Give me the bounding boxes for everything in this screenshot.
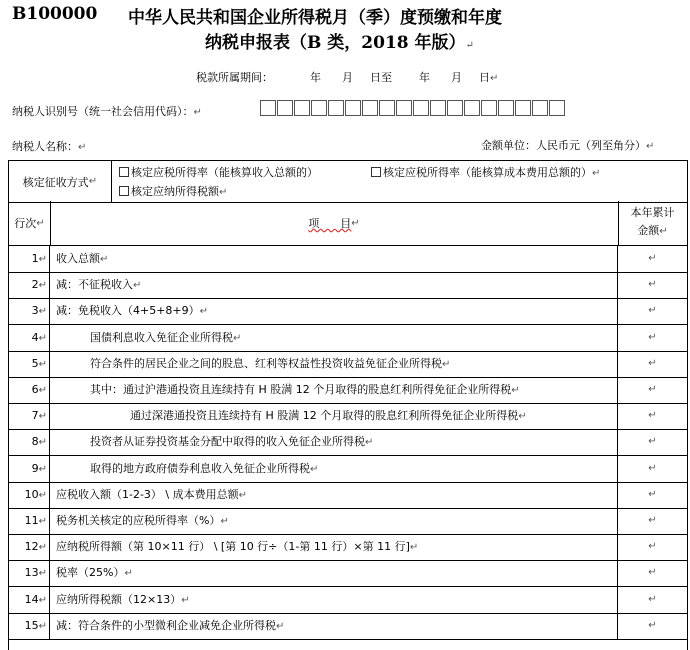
return-mark: ↵: [38, 594, 47, 606]
levy-option-income-text: 核定应税所得率（能核算收入总额的）: [131, 166, 318, 179]
taxpayer-id-digit-box[interactable]: [413, 100, 429, 116]
row-amount-cell[interactable]: [618, 560, 687, 586]
return-mark: ↵: [78, 142, 87, 153]
return-mark: ↵: [36, 217, 45, 229]
return-mark: ↵: [351, 217, 360, 229]
return-mark: ↵: [365, 437, 374, 449]
taxpayer-name-label-text: 纳税人名称：: [12, 140, 78, 153]
return-mark: ↵: [38, 568, 47, 580]
row-number: [9, 403, 50, 429]
return-mark: ↵: [38, 411, 47, 423]
period-day-2: 日: [479, 71, 490, 84]
row-item-text: 减：符合条件的小型微利企业减免企业所得税: [56, 618, 276, 632]
return-mark: ↵: [38, 280, 47, 292]
header-row-no-text: 行次: [14, 217, 37, 230]
row-item: [50, 246, 618, 272]
row-item: [50, 613, 618, 639]
row-item-text: 符合条件的居民企业之间的股息、红利等权益性投资收益免征企业所得税: [90, 356, 442, 370]
row-item-text: 其中：通过沪港通投资且连续持有 H 股满 12 个月取得的股息红利所得免征企业所得税: [90, 383, 512, 396]
row-number: [9, 429, 50, 455]
return-mark: ↵: [648, 462, 657, 474]
row-item-text: 应税收入额（1-2-3） \ 成本费用总额: [56, 487, 239, 501]
return-mark: ↵: [310, 463, 319, 475]
taxpayer-id-digit-box[interactable]: [294, 100, 310, 116]
row-number-text: 4: [31, 330, 39, 344]
row-item: [50, 456, 618, 482]
return-mark: ↵: [276, 620, 285, 632]
taxpayer-id-digit-box[interactable]: [481, 100, 497, 116]
row-item-text: 税率（25%）: [56, 566, 125, 580]
row-number-text: 8: [31, 435, 39, 449]
row-number: [9, 482, 50, 508]
return-mark: ↵: [648, 384, 657, 395]
row-item-text: 应纳税所得额（第 10×11 行） \ [第 10 行÷（1-第 11 行）×第 11 行]: [56, 540, 410, 554]
header-row-no: [9, 201, 51, 245]
return-mark: ↵: [219, 187, 228, 198]
taxpayer-id-digit-box[interactable]: [328, 100, 344, 116]
return-mark: ↵: [38, 620, 47, 632]
taxpayer-id-label: [12, 103, 202, 119]
return-mark: ↵: [648, 619, 657, 631]
row-item-text: 取得的地方政府债券利息收入免征企业所得税: [90, 461, 310, 475]
return-mark: ↵: [646, 141, 655, 152]
row-item: [50, 429, 618, 455]
return-mark: ↵: [648, 567, 657, 579]
form-title-line2-text: 纳税申报表（B 类，2018 年版）: [205, 33, 466, 53]
return-mark: ↵: [518, 411, 527, 423]
taxpayer-id-digit-box[interactable]: [362, 100, 378, 116]
return-mark: ↵: [181, 594, 190, 606]
row-number: [9, 587, 50, 613]
return-mark: ↵: [38, 358, 47, 370]
taxpayer-id-digit-box[interactable]: [396, 100, 412, 116]
table-header: [9, 201, 687, 246]
levy-option-cost[interactable]: [371, 164, 600, 180]
row-number-text: 7: [31, 409, 39, 423]
return-mark: ↵: [124, 568, 133, 580]
levy-option-fixed-tax[interactable]: [119, 183, 227, 199]
table-row: [9, 534, 687, 561]
row-number-text: 12: [24, 540, 39, 554]
table-row: [9, 482, 687, 509]
row-amount-cell[interactable]: [618, 587, 687, 613]
table-row: [9, 587, 687, 614]
return-mark: ↵: [648, 357, 657, 369]
taxpayer-id-boxes[interactable]: [260, 100, 566, 116]
return-mark: ↵: [511, 385, 520, 396]
row-number-text: 14: [24, 592, 39, 606]
table-row: [9, 325, 687, 352]
return-mark: ↵: [490, 73, 499, 84]
form-title-line1: [128, 3, 502, 28]
return-mark: ↵: [38, 489, 47, 501]
row-number: [9, 325, 50, 351]
taxpayer-id-digit-box[interactable]: [345, 100, 361, 116]
row-number: [9, 377, 50, 403]
table-row: [9, 429, 687, 456]
return-mark: ↵: [648, 305, 657, 317]
row-item: [50, 560, 618, 586]
return-mark: ↵: [648, 410, 657, 422]
form-title-line1-text: 中华人民共和国企业所得税月（季）度预缴和年度: [128, 8, 502, 28]
row-number: [9, 351, 50, 377]
return-mark: ↵: [233, 332, 242, 344]
table-row: [9, 246, 687, 273]
return-mark: ↵: [38, 254, 47, 265]
row-amount-cell[interactable]: [618, 246, 687, 272]
taxpayer-id-digit-box[interactable]: [549, 100, 565, 116]
return-mark: ↵: [199, 306, 209, 318]
taxpayer-id-digit-box[interactable]: [464, 100, 480, 116]
row-number: [9, 560, 50, 586]
row-number: [9, 508, 50, 534]
return-mark: ↵: [238, 489, 248, 501]
period-day-to: 日至: [370, 71, 392, 84]
row-number: [9, 298, 50, 324]
return-mark: ↵: [38, 463, 47, 475]
taxpayer-id-digit-box[interactable]: [260, 100, 276, 116]
levy-method-label-text: 核定征收方式: [22, 175, 89, 189]
amount-unit-text: 金额单位：人民币元（列至角分）: [481, 139, 646, 152]
return-mark: ↵: [220, 516, 229, 527]
row-item: [50, 508, 618, 534]
row-number-text: 11: [24, 514, 39, 527]
taxpayer-id-label-text: 纳税人识别号（统一社会信用代码）：: [12, 105, 194, 118]
row-number-text: 10: [24, 487, 39, 501]
return-mark: ↵: [38, 542, 47, 554]
levy-option-fixed-tax-text: 核定应纳所得税额: [131, 185, 219, 198]
row-number-text: 2: [31, 278, 39, 292]
row-amount-cell[interactable]: [618, 403, 687, 429]
taxpayer-id-digit-box[interactable]: [379, 100, 395, 116]
row-number-text: 13: [24, 566, 39, 580]
return-mark: ↵: [442, 358, 451, 370]
taxpayer-id-digit-box[interactable]: [430, 100, 446, 116]
row-amount-cell[interactable]: [618, 377, 687, 403]
period-month-1: 月: [342, 71, 353, 84]
return-mark: ↵: [648, 436, 657, 448]
table-row: [9, 272, 687, 299]
return-mark: ↵: [648, 253, 657, 264]
row-item: [50, 377, 618, 403]
return-mark: ↵: [592, 168, 601, 179]
checkbox-icon[interactable]: [119, 167, 129, 177]
levy-method-row: [9, 160, 687, 203]
table-row: [9, 508, 687, 535]
row-number: [9, 613, 50, 639]
row-amount-cell[interactable]: [618, 272, 687, 298]
return-mark: ↵: [409, 542, 419, 554]
taxpayer-id-digit-box[interactable]: [447, 100, 463, 116]
table-row: [9, 613, 687, 640]
row-amount-cell[interactable]: [618, 613, 687, 639]
row-item: [50, 534, 618, 560]
return-mark: ↵: [100, 254, 109, 265]
table-row: [9, 456, 687, 483]
return-mark: ↵: [38, 332, 47, 344]
row-number-text: 3: [31, 304, 39, 318]
return-mark: ↵: [133, 280, 142, 292]
period-label: 税款所属期间：: [196, 71, 273, 84]
row-amount-cell[interactable]: [618, 508, 687, 534]
form-code: B100000: [12, 4, 98, 24]
row-amount-cell[interactable]: [618, 351, 687, 377]
table-row: [9, 560, 687, 587]
return-mark: ↵: [465, 40, 474, 51]
row-item: [50, 587, 618, 613]
return-mark: ↵: [648, 331, 657, 343]
row-item-text: 税务机关核定的应税所得率（%）: [56, 514, 221, 527]
row-item-text: 收入总额: [56, 252, 100, 265]
amount-unit: [481, 137, 654, 153]
return-mark: ↵: [648, 593, 657, 605]
header-amount: [618, 201, 687, 245]
row-item: [50, 325, 618, 351]
checkbox-icon[interactable]: [371, 167, 381, 177]
row-amount-cell[interactable]: [618, 429, 687, 455]
return-mark: ↵: [648, 488, 657, 500]
return-mark: ↵: [648, 279, 657, 291]
return-mark: ↵: [648, 541, 657, 553]
levy-option-cost-text: 核定应税所得率（能核算成本费用总额的）: [383, 166, 592, 179]
table-row: [9, 298, 687, 325]
table-row: [9, 351, 687, 378]
taxpayer-id-digit-box[interactable]: [311, 100, 327, 116]
period-year-2: 年: [419, 71, 430, 84]
row-item-text: 减：免税收入（4+5+8+9）: [56, 304, 200, 318]
row-number: [9, 456, 50, 482]
row-number: [9, 272, 50, 298]
table-row: [9, 403, 687, 430]
return-mark: ↵: [659, 226, 668, 237]
row-item: [50, 482, 618, 508]
row-amount-cell[interactable]: [618, 534, 687, 560]
return-mark: ↵: [38, 437, 47, 449]
taxpayer-id-digit-box[interactable]: [532, 100, 548, 116]
row-amount-cell[interactable]: [618, 456, 687, 482]
table-row: [9, 377, 687, 404]
row-item-text: 应纳所得税额（12×13）: [56, 592, 182, 606]
return-mark: ↵: [193, 107, 202, 118]
return-mark: ↵: [88, 176, 98, 187]
row-number-text: 15: [24, 618, 39, 632]
row-item: [50, 272, 618, 298]
levy-method-label: [9, 161, 112, 202]
header-item-text: 项 目: [308, 217, 352, 230]
row-item: [50, 403, 618, 429]
taxpayer-id-digit-box[interactable]: [515, 100, 531, 116]
tax-period: [196, 69, 498, 85]
levy-option-income[interactable]: [119, 164, 318, 180]
return-mark: ↵: [648, 515, 657, 526]
header-item: [50, 201, 619, 245]
checkbox-icon[interactable]: [119, 186, 129, 196]
row-item-text: 国债利息收入免征企业所得税: [90, 330, 233, 344]
row-number-text: 5: [31, 356, 39, 370]
row-item-text: 减：不征税收入: [56, 278, 133, 292]
row-number-text: 6: [31, 383, 39, 396]
row-item-text: 通过深港通投资且连续持有 H 股满 12 个月取得的股息红利所得免征企业所得税: [130, 409, 519, 423]
header-amount-line2: 金额: [637, 224, 660, 237]
taxpayer-name-label: [12, 138, 86, 154]
taxpayer-id-digit-box[interactable]: [277, 100, 293, 116]
row-number-text: 9: [31, 461, 39, 475]
period-year-1: 年: [310, 71, 321, 84]
return-mark: ↵: [38, 516, 47, 527]
return-mark: ↵: [38, 385, 47, 396]
row-number: [9, 246, 50, 272]
taxpayer-id-digit-box[interactable]: [498, 100, 514, 116]
row-item-text: 投资者从证券投资基金分配中取得的收入免征企业所得税: [90, 435, 365, 449]
row-number: [9, 534, 50, 560]
row-amount-cell[interactable]: [618, 482, 687, 508]
row-amount-cell[interactable]: [618, 325, 687, 351]
row-item: [50, 351, 618, 377]
declaration-table: [8, 160, 688, 650]
row-amount-cell[interactable]: [618, 298, 687, 324]
row-item: [50, 298, 618, 324]
return-mark: ↵: [38, 306, 47, 318]
form-title-line2: [205, 28, 474, 53]
row-number-text: 1: [31, 252, 39, 265]
period-month-2: 月: [451, 71, 462, 84]
header-amount-line1: 本年累计: [630, 206, 675, 219]
